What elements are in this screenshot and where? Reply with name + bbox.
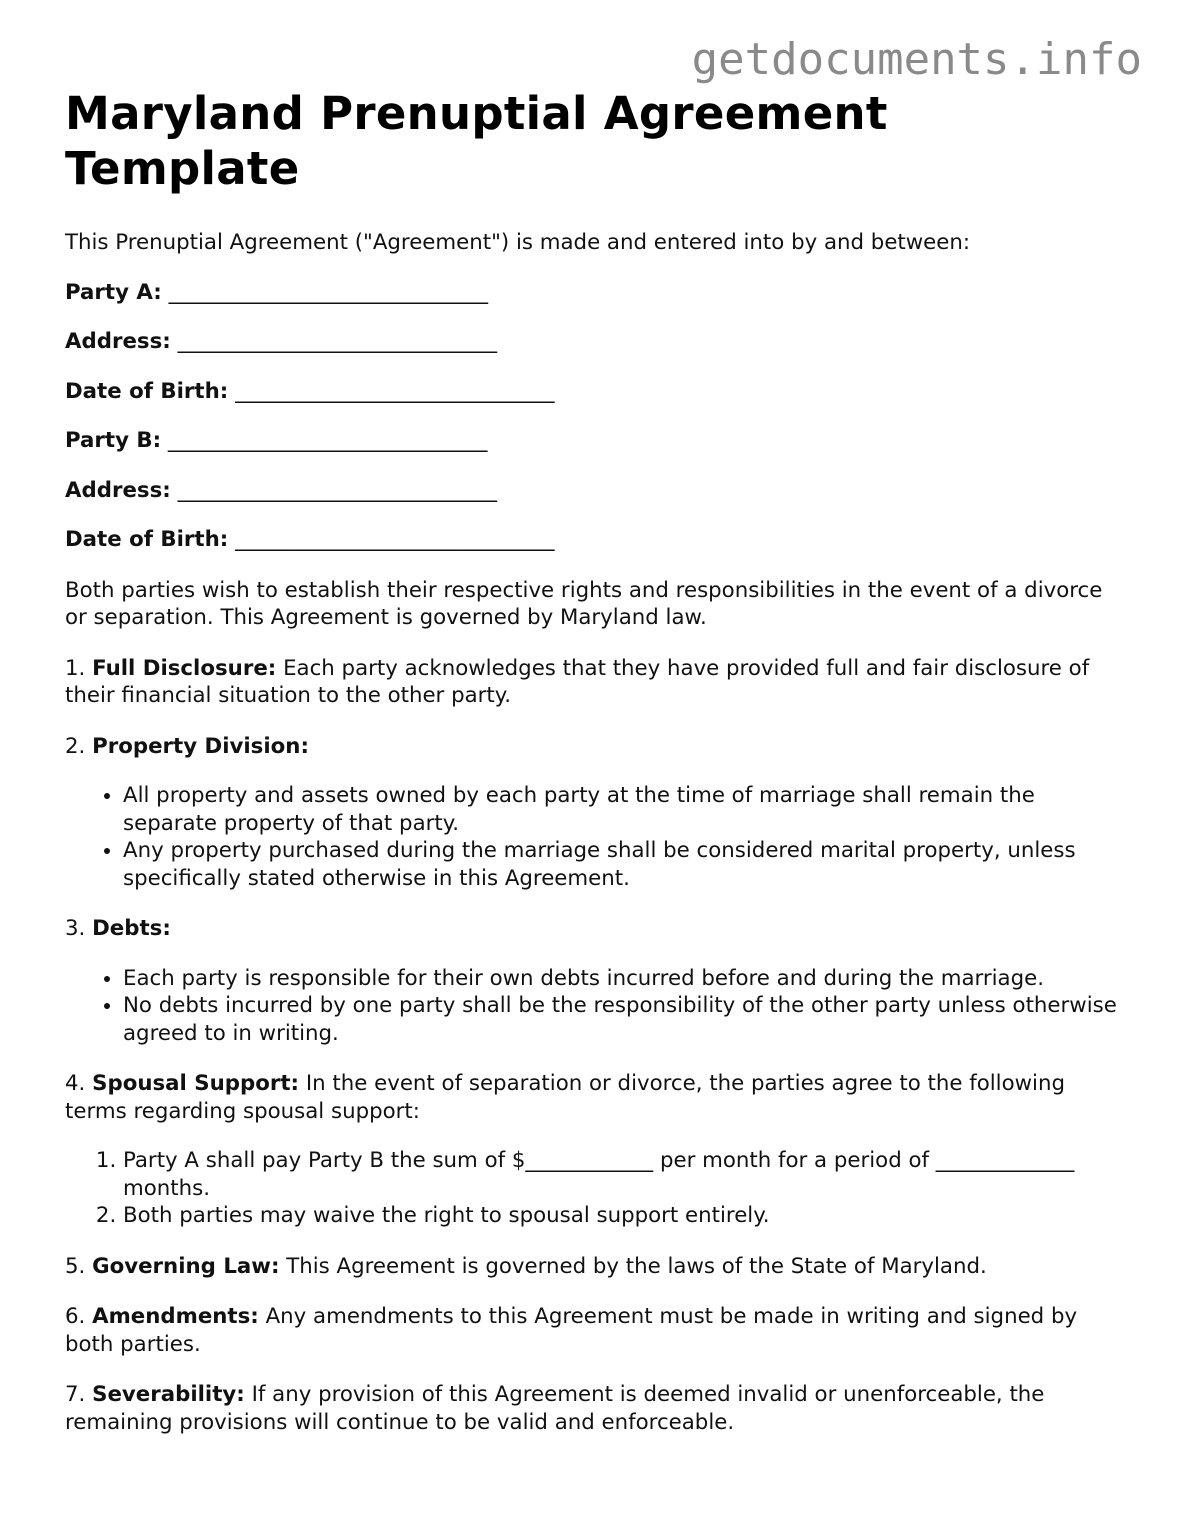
field-party-a-dob xyxy=(65,378,1125,406)
blank-line: ______________________________ xyxy=(167,428,488,453)
section-property-division xyxy=(65,733,1125,761)
section-heading: Debts: xyxy=(92,916,171,941)
watermark: getdocuments.info xyxy=(691,34,1142,85)
list-item: • Any property purchased during the marriage shall be considered marital property, unless specifically stated otherwise in this Agreement. xyxy=(123,837,1125,892)
section-number: 6. xyxy=(65,1304,86,1329)
field-party-b-dob xyxy=(65,526,1125,554)
field-party-a xyxy=(65,279,1125,307)
section-amendments xyxy=(65,1303,1125,1358)
field-label: Date of Birth: xyxy=(65,378,229,404)
blank-line: ______________________________ xyxy=(235,527,555,552)
section-text: In the event of separation or divorce, the parties agree to the following terms regarding spousal support: xyxy=(65,1071,1065,1124)
document-page xyxy=(65,86,1125,1436)
section-full-disclosure xyxy=(65,655,1125,710)
section-governing-law xyxy=(65,1253,1125,1281)
blank-line: ______________________________ xyxy=(168,279,489,305)
section-text: If any provision of this Agreement is deemed invalid or unenforceable, the remaining provisions will continue to be valid and enforceable. xyxy=(65,1382,1045,1435)
purpose-paragraph: Both parties wish to establish their respective rights and responsibilities in the event of a divorce or separation. This Agreement is governed by Maryland law. xyxy=(65,577,1103,630)
section-heading: Amendments: xyxy=(92,1304,259,1329)
section-severability xyxy=(65,1381,1125,1436)
list-item: • Each party is responsible for their own debts incurred before and during the marriage. xyxy=(123,965,1125,993)
section-number: 4. xyxy=(65,1071,86,1096)
blank-line: ______________________________ xyxy=(177,477,498,503)
property-division-list xyxy=(65,782,1125,892)
section-text: This Agreement is governed by the laws of the State of Maryland. xyxy=(286,1253,987,1279)
section-number: 5. xyxy=(65,1253,86,1279)
field-label: Address: xyxy=(65,329,171,354)
section-spousal-support xyxy=(65,1070,1125,1125)
list-item: 1. Party A shall pay Party B the sum of $____________ per month for a period of _____________ months. xyxy=(123,1147,1125,1202)
field-party-b xyxy=(65,427,1125,455)
section-debts xyxy=(65,915,1125,943)
field-label: Party B: xyxy=(65,428,162,453)
section-heading: Severability: xyxy=(92,1382,245,1407)
list-item: • All property and assets owned by each party at the time of marriage shall remain the separate property of that party. xyxy=(123,782,1125,837)
spousal-support-list xyxy=(65,1147,1125,1230)
field-label: Address: xyxy=(65,477,171,503)
intro-text: This Prenuptial Agreement ("Agreement") is made and entered into by and between: xyxy=(65,230,971,255)
section-heading: Spousal Support: xyxy=(92,1071,300,1096)
field-label: Party A: xyxy=(65,279,162,305)
field-party-a-address xyxy=(65,328,1125,356)
section-heading: Property Division: xyxy=(92,733,309,759)
section-text: Any amendments to this Agreement must be made in writing and signed by both parties. xyxy=(65,1304,1078,1357)
list-item: 2. Both parties may waive the right to spousal support entirely. xyxy=(123,1202,1125,1230)
section-number: 1. xyxy=(65,655,86,681)
blank-line: ______________________________ xyxy=(235,378,555,404)
field-party-b-address xyxy=(65,477,1125,505)
page-title: Maryland Prenuptial Agreement Template xyxy=(65,87,888,195)
blank-line: ______________________________ xyxy=(177,329,498,354)
field-label: Date of Birth: xyxy=(65,527,229,552)
list-item: • No debts incurred by one party shall be the responsibility of the other party unless otherwise agreed to in writing. xyxy=(123,992,1125,1047)
section-heading: Governing Law: xyxy=(92,1253,280,1279)
section-number: 7. xyxy=(65,1382,86,1407)
section-number: 3. xyxy=(65,916,86,941)
section-number: 2. xyxy=(65,733,86,759)
section-text: Each party acknowledges that they have provided full and fair disclosure of their financial situation to the other party. xyxy=(65,655,1090,708)
debts-list xyxy=(65,965,1125,1048)
section-heading: Full Disclosure: xyxy=(92,655,277,681)
